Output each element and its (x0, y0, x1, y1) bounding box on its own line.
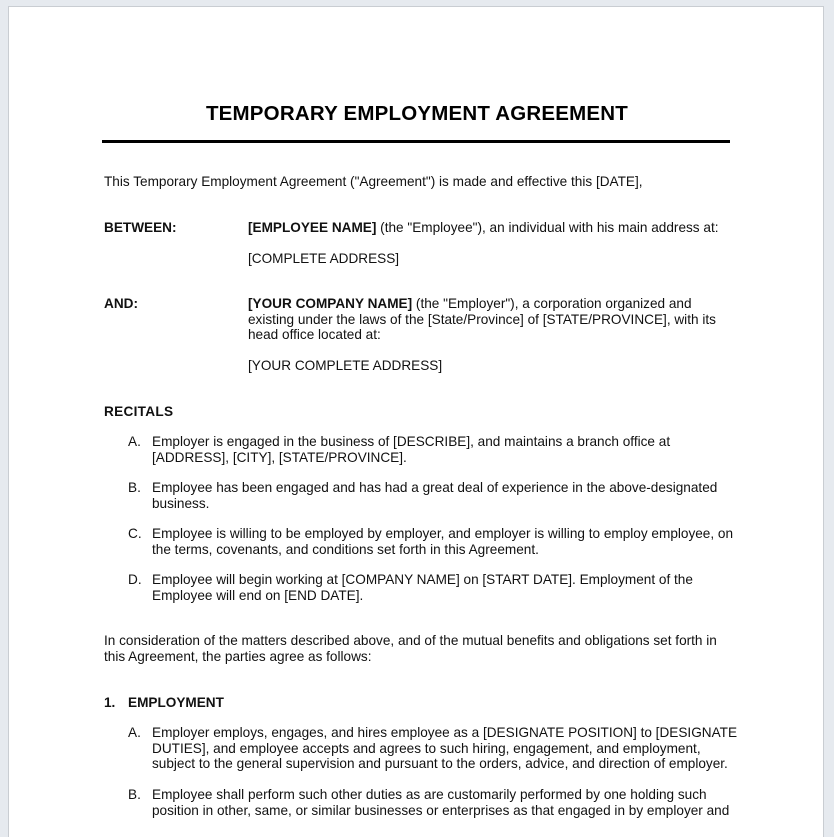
recital-line: business. (152, 496, 210, 511)
employee-address: [COMPLETE ADDRESS] (248, 251, 400, 266)
clause-marker: A. (128, 725, 141, 740)
clause-line: DUTIES], and employee accepts and agrees to such hiring, engagement, and employment, (152, 741, 701, 756)
document-page (8, 6, 824, 837)
employee-name-placeholder: [EMPLOYEE NAME] (248, 220, 377, 235)
between-label: BETWEEN: (104, 220, 177, 235)
recital-line: Employee will begin working at [COMPANY NAME] on [START DATE]. Employment of the (152, 572, 693, 587)
recital-line: Employee will end on [END DATE]. (152, 588, 364, 603)
document-title: TEMPORARY EMPLOYMENT AGREEMENT (205, 102, 629, 125)
recital-marker: C. (128, 526, 142, 541)
consideration-line: this Agreement, the parties agree as follows: (104, 649, 372, 664)
employer-party-line-1 (248, 296, 692, 312)
recital-line: Employee is willing to be employed by employer, and employer is willing to employ employee, on (152, 526, 734, 541)
employee-party-text: (the "Employee"), an individual with his main address at: (376, 220, 719, 235)
section-heading-employment: EMPLOYMENT (128, 695, 224, 710)
recital-line: the terms, covenants, and conditions set forth in this Agreement. (152, 542, 539, 557)
employer-party-text: (the "Employer"), a corporation organized and (412, 296, 692, 311)
and-label: AND: (104, 296, 138, 311)
recital-marker: A. (128, 434, 141, 449)
recital-line: Employer is engaged in the business of [DESCRIBE], and maintains a branch office at (152, 434, 671, 449)
recital-marker: D. (128, 572, 142, 587)
recital-marker: B. (128, 480, 141, 495)
employee-party-line (248, 220, 719, 236)
recital-line: [ADDRESS], [CITY], [STATE/PROVINCE]. (152, 450, 407, 465)
clause-marker: B. (128, 787, 141, 802)
title-rule (102, 140, 730, 143)
company-name-placeholder: [YOUR COMPANY NAME] (248, 296, 413, 311)
employer-address: [YOUR COMPLETE ADDRESS] (248, 358, 443, 373)
clause-line: Employee shall perform such other duties as are customarily performed by one holding such (152, 787, 707, 802)
recitals-heading: RECITALS (104, 404, 174, 419)
intro-paragraph: This Temporary Employment Agreement ("Agreement") is made and effective this [DATE], (104, 174, 643, 189)
recital-line: Employee has been engaged and has had a great deal of experience in the above-designated (152, 480, 718, 495)
employer-party-line-2: existing under the laws of the [State/Province] of [STATE/PROVINCE], with its (248, 312, 716, 327)
section-number: 1. (104, 695, 116, 710)
clause-line: subject to the general supervision and pursuant to the orders, advice, and direction of employer. (152, 756, 728, 771)
clause-line: Employer employs, engages, and hires employee as a [DESIGNATE POSITION] to [DESIGNATE (152, 725, 738, 740)
consideration-line: In consideration of the matters described above, and of the mutual benefits and obligations set forth in (104, 633, 717, 648)
clause-line: position in other, same, or similar businesses or enterprises as that engaged in by employer and (152, 803, 730, 818)
employer-party-line-3: head office located at: (248, 327, 381, 342)
